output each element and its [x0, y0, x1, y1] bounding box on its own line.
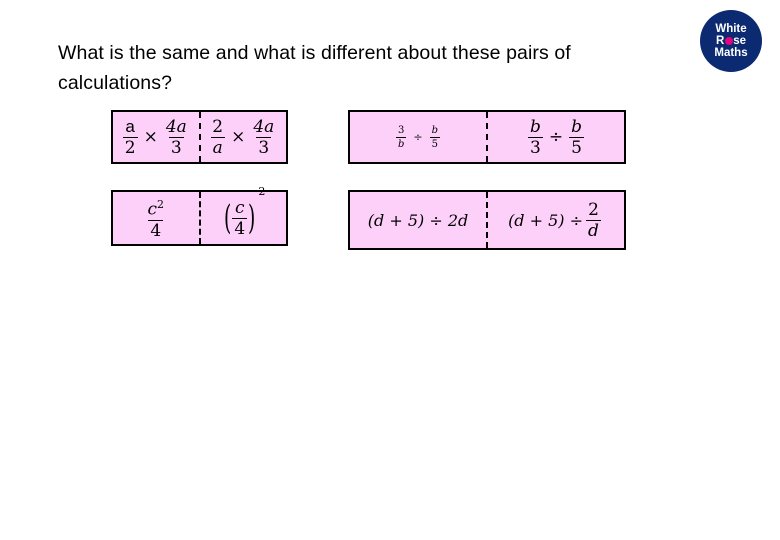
pair-4-left — [350, 192, 486, 248]
fraction: $\frac{c^2}{4}$ — [147, 198, 165, 241]
expression: (d + 5) ÷ 2d — [367, 210, 469, 230]
fraction: $\frac{c}{4}$ — [234, 197, 246, 239]
logo-word-rose: R se — [715, 35, 747, 47]
pair-1-right — [199, 112, 287, 162]
logo-word-white: White — [715, 23, 747, 35]
divide-sign: ÷ — [413, 130, 423, 144]
fraction: $\frac{b}{5}$ — [571, 116, 583, 158]
logo-word-maths: Maths — [714, 47, 748, 59]
fraction: $\frac{4a}{3}$ — [253, 116, 275, 158]
multiply-sign: × — [143, 127, 158, 147]
pair-4-right — [486, 192, 624, 248]
exponent: 2 — [258, 184, 266, 198]
pair-1-left — [113, 112, 199, 162]
fraction: $\frac{a}{2}$ — [124, 116, 136, 158]
fraction: $\frac{2}{d}$ — [588, 199, 599, 241]
white-rose-maths-logo — [700, 10, 762, 72]
pair-box-2 — [348, 110, 626, 164]
pair-box-4 — [348, 190, 626, 250]
expression: (d + 5) ÷ — [508, 210, 584, 230]
pair-2-right — [486, 112, 624, 162]
fraction: $\frac{b}{5}$ — [431, 124, 439, 150]
question-text: What is the same and what is different about these pairs of calculations? — [58, 42, 571, 94]
pair-box-3 — [111, 184, 288, 246]
left-parenthesis: ( — [224, 198, 232, 238]
multiply-sign: × — [231, 127, 246, 147]
fraction: $\frac{b}{3}$ — [529, 116, 541, 158]
rose-icon — [725, 37, 733, 45]
pair-3-left — [113, 192, 199, 244]
pair-2-left — [350, 112, 486, 162]
fraction: $\frac{2}{a}$ — [212, 116, 224, 158]
divide-sign: ÷ — [548, 127, 564, 147]
right-parenthesis: ) — [248, 198, 256, 238]
pair-3-right — [199, 184, 287, 244]
fraction: $\frac{3}{b}$ — [397, 124, 405, 150]
pair-box-1 — [111, 110, 288, 164]
fraction: $\frac{4a}{3}$ — [165, 116, 187, 158]
